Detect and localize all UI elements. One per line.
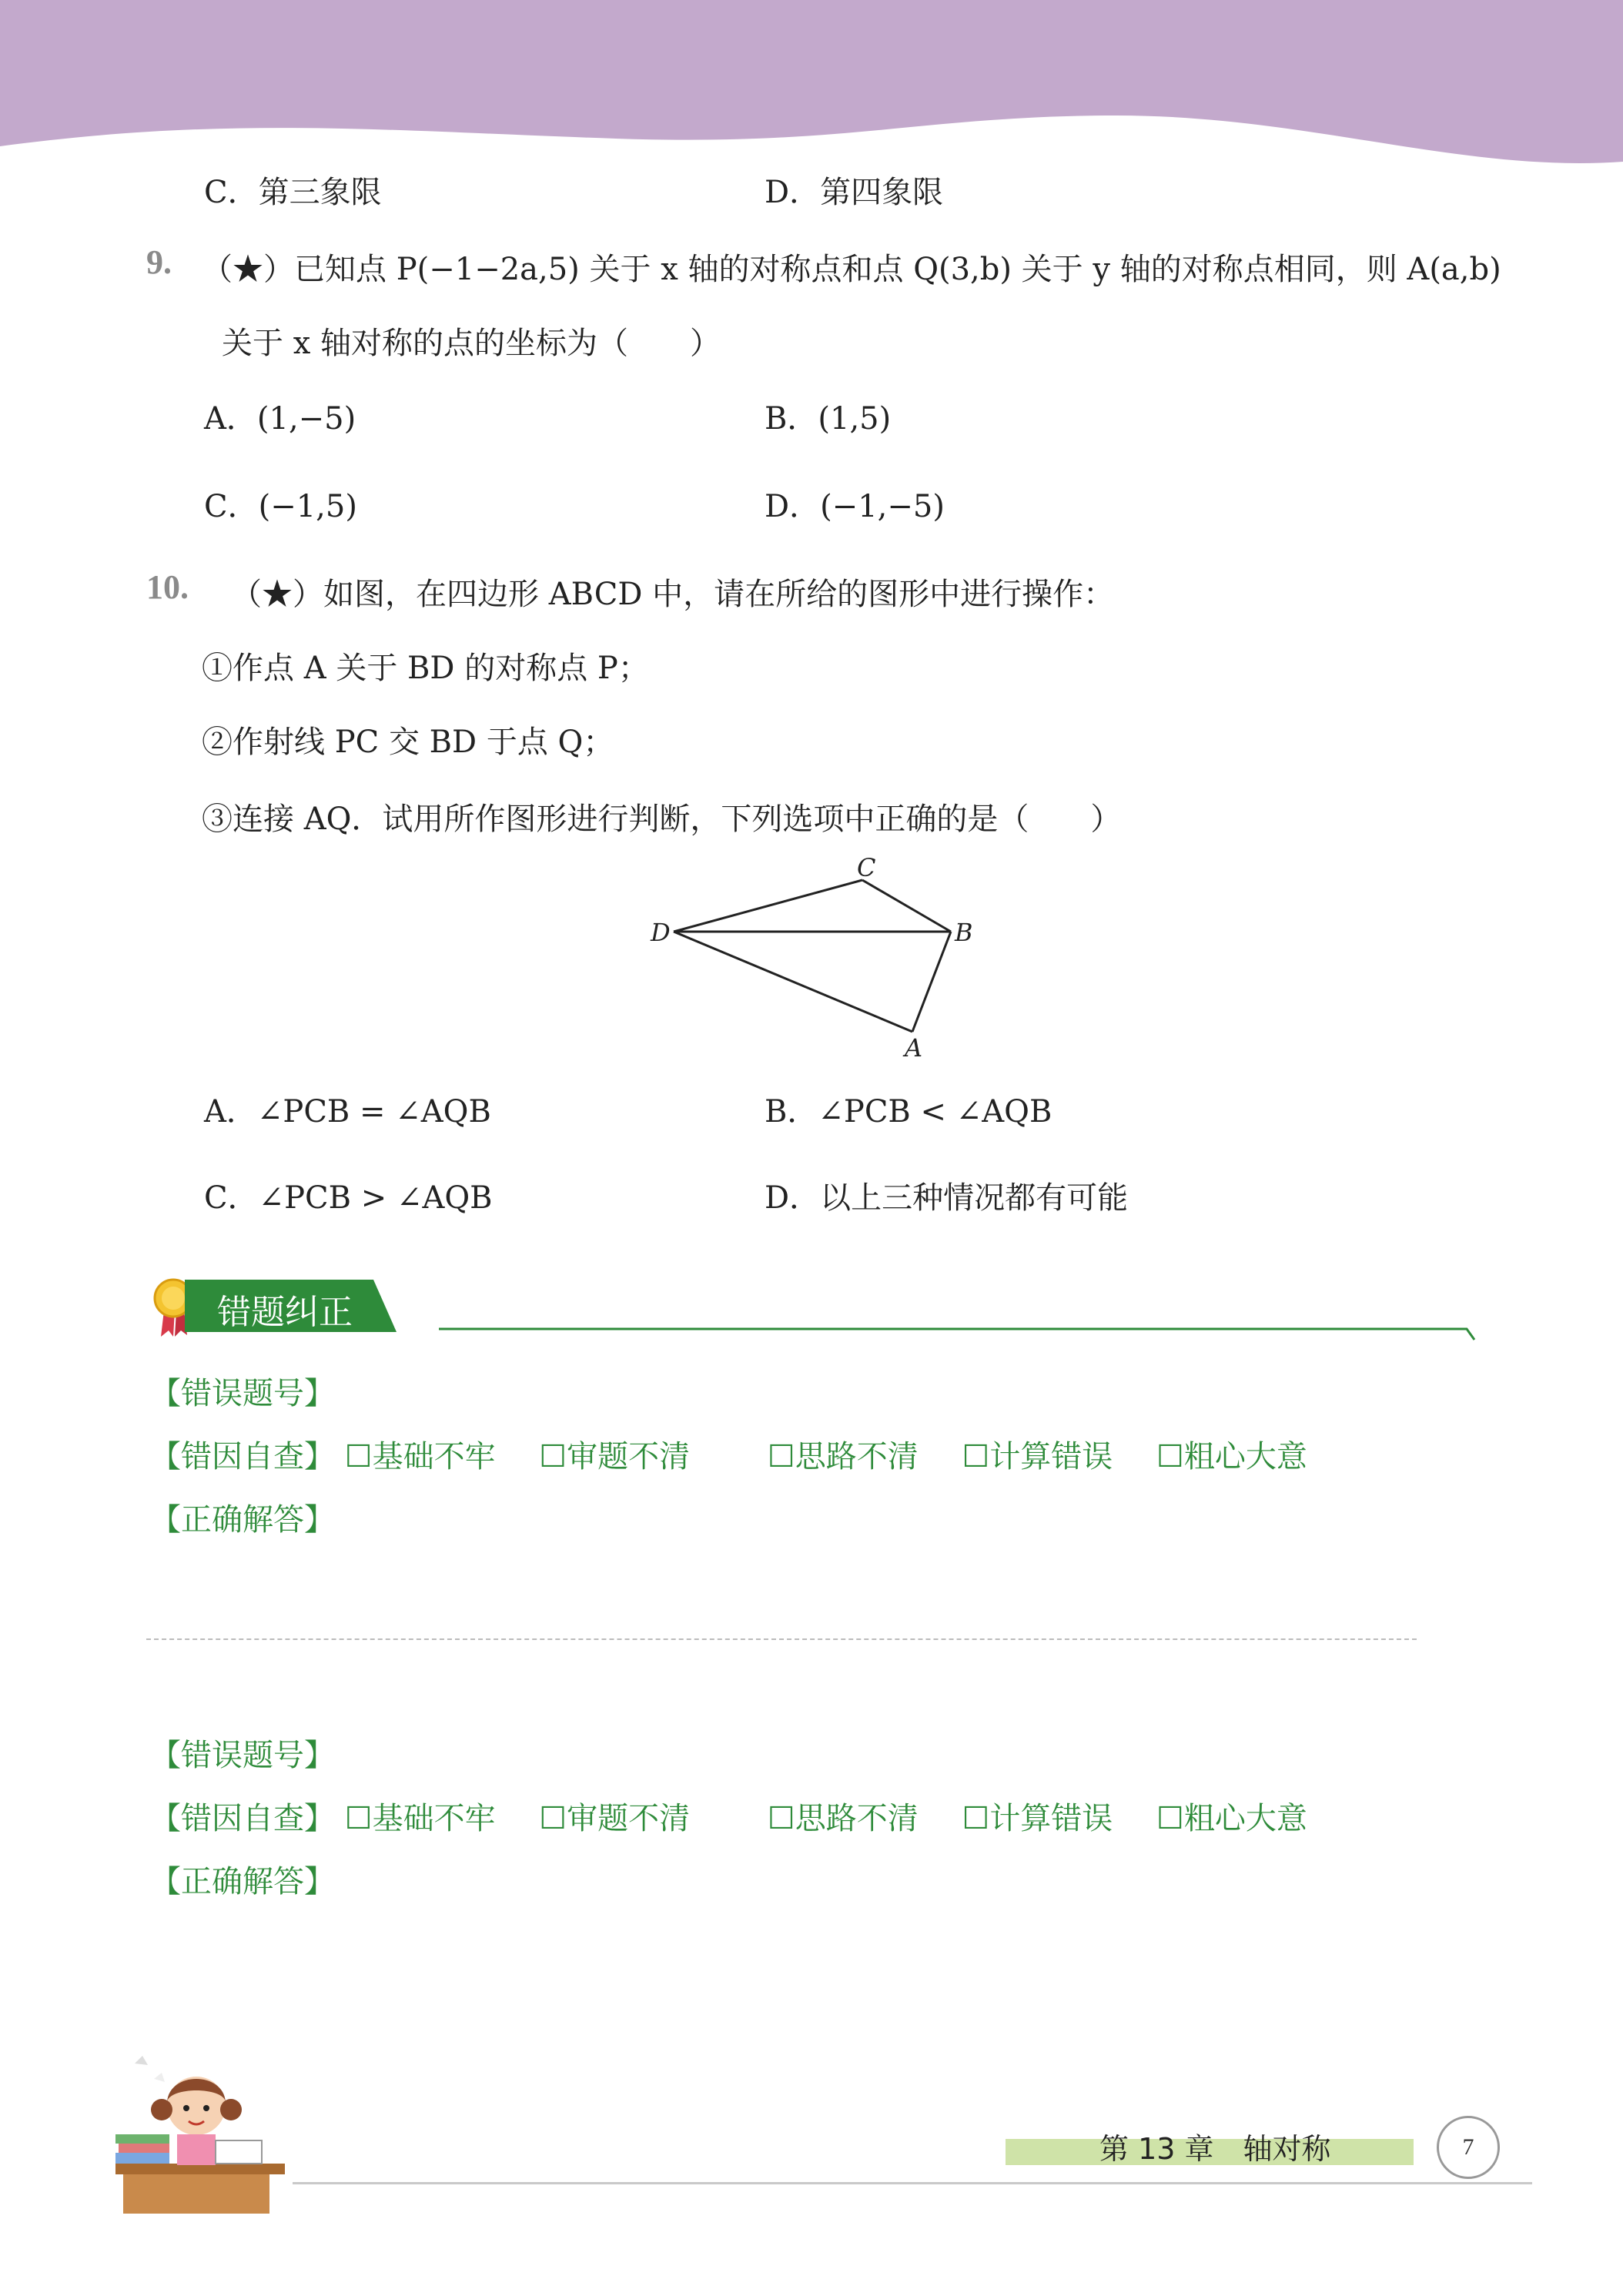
- wrong-number-label-2: 【错误题号】: [150, 1738, 335, 1773]
- cause-checkbox-reading-2[interactable]: ☐审题不清: [539, 1801, 691, 1836]
- footer-chapter-title: 第 13 章 轴对称: [1099, 2132, 1331, 2166]
- cause-row-2: [150, 1794, 1341, 1838]
- q9-number: 9.: [146, 243, 172, 281]
- cause-checkbox-thinking-2[interactable]: ☐思路不清: [767, 1801, 919, 1836]
- top-banner: [0, 0, 1623, 177]
- footer-rule: [293, 2182, 1532, 2184]
- segment-ba: [912, 932, 951, 1032]
- label-c: C: [857, 853, 876, 882]
- answer-label-1: 【正确解答】: [150, 1502, 335, 1538]
- page-number: 7: [1462, 2134, 1474, 2160]
- q10-option-b: B．∠PCB < ∠AQB: [765, 1094, 1052, 1130]
- cause-row-1: [150, 1432, 1341, 1476]
- segment-da: [674, 932, 912, 1032]
- q10-step-1: ①作点 A 关于 BD 的对称点 P；: [202, 651, 649, 686]
- segment-dc: [674, 880, 862, 932]
- dashed-divider: [146, 1638, 1417, 1640]
- label-a: A: [905, 1033, 923, 1063]
- cause-checkbox-basic[interactable]: ☐基础不牢: [344, 1439, 496, 1474]
- q10-option-a: A．∠PCB = ∠AQB: [204, 1094, 491, 1130]
- q8-option-d: D．第四象限: [765, 175, 944, 210]
- q9-option-d: D．(−1,−5): [765, 489, 945, 524]
- cause-checkbox-calculation[interactable]: ☐计算错误: [962, 1439, 1113, 1474]
- cause-checkbox-thinking[interactable]: ☐思路不清: [767, 1439, 919, 1474]
- q9-stem-line2: 关于 x 轴对称的点的坐标为（ ）: [222, 326, 721, 361]
- page-number-circle: [1437, 2116, 1500, 2179]
- q10-option-c: C．∠PCB > ∠AQB: [204, 1180, 493, 1216]
- cause-label-1: 【错因自查】: [150, 1439, 335, 1474]
- q8-option-c: C．第三象限: [204, 175, 382, 210]
- q10-option-d: D．以上三种情况都有可能: [765, 1180, 1129, 1216]
- cause-label-2: 【错因自查】: [150, 1801, 335, 1836]
- cause-checkbox-reading[interactable]: ☐审题不清: [539, 1439, 691, 1474]
- wrong-number-label-1: 【错误题号】: [150, 1376, 335, 1411]
- answer-label-2: 【正确解答】: [150, 1864, 335, 1899]
- q9-option-c: C．(−1,5): [204, 489, 357, 524]
- cause-checkbox-careless[interactable]: ☐粗心大意: [1156, 1439, 1307, 1474]
- section-title: 错题纠正: [217, 1293, 353, 1332]
- student-illustration: [108, 2048, 323, 2217]
- segment-cb: [862, 880, 951, 932]
- q10-step-3: ③连接 AQ．试用所作图形进行判断，下列选项中正确的是（ ）: [202, 802, 1122, 837]
- q9-option-a: A．(1,−5): [204, 401, 356, 437]
- label-b: B: [955, 918, 973, 947]
- quadrilateral-figure: [639, 847, 993, 1063]
- q9-option-b: B．(1,5): [765, 401, 892, 437]
- q10-stem: （★）如图，在四边形 ABCD 中，请在所给的图形中进行操作：: [231, 577, 1115, 612]
- label-d: D: [651, 918, 671, 947]
- q10-step-2: ②作射线 PC 交 BD 于点 Q；: [202, 725, 614, 760]
- cause-checkbox-careless-2[interactable]: ☐粗心大意: [1156, 1801, 1307, 1836]
- cause-checkbox-basic-2[interactable]: ☐基础不牢: [344, 1801, 496, 1836]
- cause-checkbox-calculation-2[interactable]: ☐计算错误: [962, 1801, 1113, 1836]
- q9-stem-line1: （★）已知点 P(−1−2a,5) 关于 x 轴的对称点和点 Q(3,b) 关于 y 轴的对称点相同，则 A(a,b): [202, 252, 1501, 287]
- q10-number: 10.: [146, 568, 189, 606]
- section-underline: [431, 1317, 1478, 1347]
